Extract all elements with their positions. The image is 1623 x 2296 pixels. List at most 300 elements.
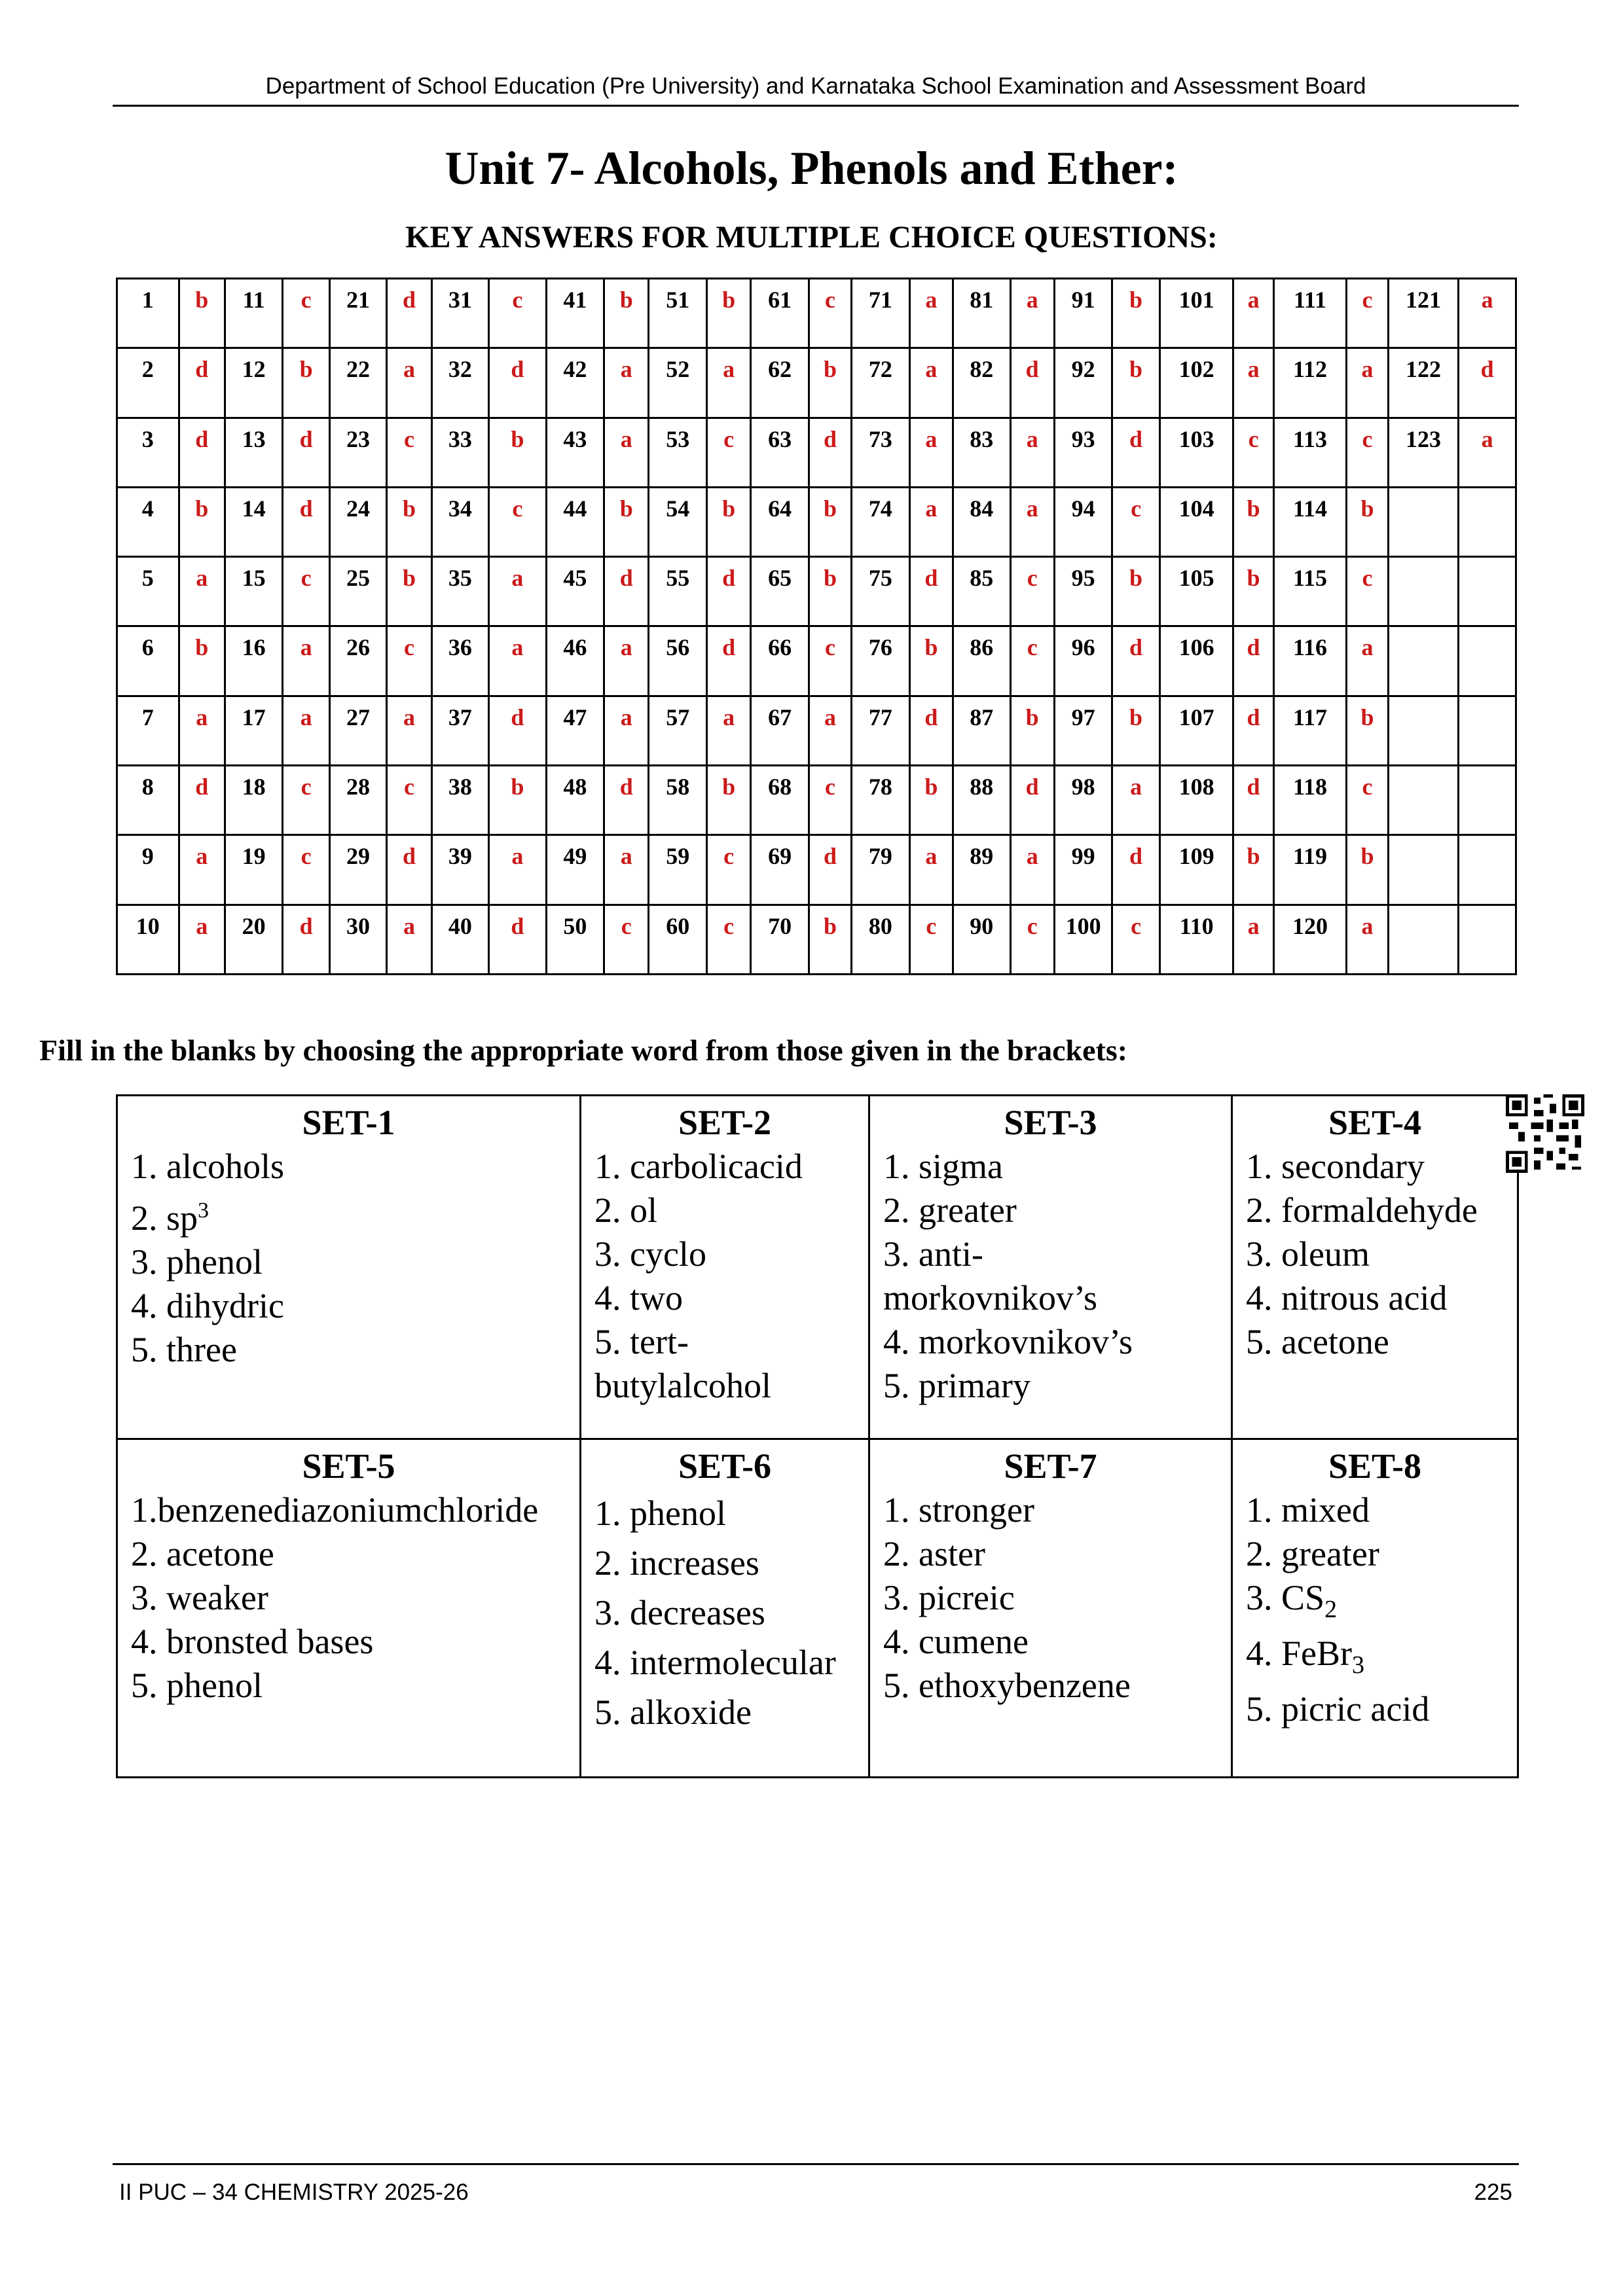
answer-letter: c bbox=[706, 905, 750, 974]
question-number: 78 bbox=[852, 766, 909, 835]
answer-letter: d bbox=[387, 835, 431, 905]
answer-letter bbox=[1459, 835, 1516, 905]
answer-letter: a bbox=[909, 279, 953, 348]
question-number: 7 bbox=[117, 696, 179, 765]
question-number: 70 bbox=[751, 905, 809, 974]
question-number: 43 bbox=[546, 418, 604, 487]
question-number: 30 bbox=[329, 905, 386, 974]
answer-letter: d bbox=[706, 557, 750, 626]
set-2-cell bbox=[581, 1096, 869, 1439]
set-1-item-3: 3. phenol bbox=[131, 1242, 263, 1282]
question-number: 44 bbox=[546, 487, 604, 556]
set-7-item-2: 2. aster bbox=[883, 1534, 985, 1573]
question-number: 41 bbox=[546, 279, 604, 348]
question-number bbox=[1388, 835, 1459, 905]
answer-letter: a bbox=[489, 835, 546, 905]
page-title: Unit 7- Alcohols, Phenols and Ether: bbox=[445, 142, 1178, 194]
set-7-cell bbox=[869, 1439, 1232, 1778]
set-5-item-2: 2. acetone bbox=[131, 1534, 274, 1573]
question-number: 17 bbox=[225, 696, 282, 765]
answer-letter: d bbox=[604, 557, 649, 626]
set-5-item-5: 5. phenol bbox=[131, 1666, 263, 1705]
answer-letter: c bbox=[387, 418, 431, 487]
answer-letter: b bbox=[909, 766, 953, 835]
answer-letter: b bbox=[809, 487, 851, 556]
answer-letter: a bbox=[179, 696, 225, 765]
question-number: 75 bbox=[852, 557, 909, 626]
answer-letter: b bbox=[1010, 696, 1054, 765]
answer-key-row bbox=[117, 557, 1516, 626]
answer-letter: d bbox=[283, 905, 329, 974]
question-number: 99 bbox=[1054, 835, 1112, 905]
answer-letter: a bbox=[706, 696, 750, 765]
answer-letter: c bbox=[489, 279, 546, 348]
question-number: 35 bbox=[431, 557, 488, 626]
question-number: 32 bbox=[431, 348, 488, 418]
question-number: 69 bbox=[751, 835, 809, 905]
set-8-item-5: 5. picric acid bbox=[1246, 1689, 1430, 1729]
question-number: 114 bbox=[1273, 487, 1347, 556]
answer-letter: c bbox=[1347, 418, 1388, 487]
answer-key-row bbox=[117, 487, 1516, 556]
answer-letter: d bbox=[1233, 696, 1273, 765]
answer-letter: b bbox=[1347, 696, 1388, 765]
set-6-cell bbox=[581, 1439, 869, 1778]
question-number: 98 bbox=[1054, 766, 1112, 835]
answer-key-row bbox=[117, 766, 1516, 835]
answer-letter: b bbox=[179, 279, 225, 348]
answer-letter: b bbox=[604, 487, 649, 556]
set-5-item-4: 4. bronsted bases bbox=[131, 1622, 374, 1661]
answer-letter: c bbox=[809, 279, 851, 348]
question-number: 77 bbox=[852, 696, 909, 765]
question-number: 38 bbox=[431, 766, 488, 835]
question-number bbox=[1388, 905, 1459, 974]
question-number: 86 bbox=[953, 626, 1010, 696]
answer-key-row bbox=[117, 626, 1516, 696]
question-number: 48 bbox=[546, 766, 604, 835]
question-number: 66 bbox=[751, 626, 809, 696]
question-number: 47 bbox=[546, 696, 604, 765]
question-number: 91 bbox=[1054, 279, 1112, 348]
question-number: 117 bbox=[1273, 696, 1347, 765]
question-number: 108 bbox=[1159, 766, 1233, 835]
set-4-cell bbox=[1232, 1096, 1518, 1439]
answer-letter: d bbox=[809, 418, 851, 487]
answer-letter: b bbox=[489, 766, 546, 835]
question-number: 82 bbox=[953, 348, 1010, 418]
answer-letter: a bbox=[909, 487, 953, 556]
answer-letter: d bbox=[1233, 766, 1273, 835]
question-number: 71 bbox=[852, 279, 909, 348]
question-number: 88 bbox=[953, 766, 1010, 835]
question-number: 56 bbox=[649, 626, 706, 696]
answer-letter: a bbox=[387, 696, 431, 765]
set-8-item-1: 1. mixed bbox=[1246, 1490, 1370, 1530]
answer-letter: a bbox=[604, 835, 649, 905]
question-number: 62 bbox=[751, 348, 809, 418]
answer-letter: b bbox=[706, 279, 750, 348]
answer-letter: d bbox=[1233, 626, 1273, 696]
answer-letter: a bbox=[604, 626, 649, 696]
answer-letter: a bbox=[1233, 905, 1273, 974]
question-number: 21 bbox=[329, 279, 386, 348]
question-number: 24 bbox=[329, 487, 386, 556]
answer-letter: a bbox=[387, 905, 431, 974]
set-1-cell bbox=[117, 1096, 581, 1439]
answer-letter: d bbox=[179, 766, 225, 835]
question-number: 87 bbox=[953, 696, 1010, 765]
answer-letter: b bbox=[1112, 348, 1159, 418]
set-7-item-4: 4. cumene bbox=[883, 1622, 1029, 1661]
answer-letter: d bbox=[387, 279, 431, 348]
set-5-item-3: 3. weaker bbox=[131, 1578, 268, 1617]
section-subtitle: KEY ANSWERS FOR MULTIPLE CHOICE QUESTIONS: bbox=[405, 220, 1218, 255]
answer-letter: c bbox=[1010, 626, 1054, 696]
question-number: 29 bbox=[329, 835, 386, 905]
question-number: 28 bbox=[329, 766, 386, 835]
set-2-item-2: 2. ol bbox=[594, 1191, 658, 1230]
answer-letter: b bbox=[179, 626, 225, 696]
answer-letter: b bbox=[489, 418, 546, 487]
question-number: 121 bbox=[1388, 279, 1459, 348]
question-number: 14 bbox=[225, 487, 282, 556]
question-number: 54 bbox=[649, 487, 706, 556]
answer-letter: d bbox=[1112, 835, 1159, 905]
answer-key-row bbox=[117, 348, 1516, 418]
question-number bbox=[1388, 626, 1459, 696]
set-1-title: SET-1 bbox=[302, 1103, 395, 1142]
set-6-item-2: 2. increases bbox=[594, 1543, 759, 1583]
answer-letter: a bbox=[179, 557, 225, 626]
question-number: 6 bbox=[117, 626, 179, 696]
question-number: 19 bbox=[225, 835, 282, 905]
set-8-item-2: 2. greater bbox=[1246, 1534, 1379, 1573]
answer-letter: c bbox=[809, 626, 851, 696]
footer-course-label: II PUC – 34 CHEMISTRY 2025-26 bbox=[119, 2179, 469, 2205]
answer-letter: d bbox=[283, 487, 329, 556]
page-header: Department of School Education (Pre University) and Karnataka School Examination and Assessment Board bbox=[113, 68, 1519, 107]
answer-letter bbox=[1459, 626, 1516, 696]
set-4-item-4: 4. nitrous acid bbox=[1246, 1278, 1448, 1318]
question-number: 118 bbox=[1273, 766, 1347, 835]
answer-letter: b bbox=[706, 487, 750, 556]
question-number: 111 bbox=[1273, 279, 1347, 348]
answer-letter: c bbox=[387, 626, 431, 696]
question-number: 58 bbox=[649, 766, 706, 835]
set-3-item-2: 2. greater bbox=[883, 1191, 1017, 1230]
question-number: 100 bbox=[1054, 905, 1112, 974]
answer-letter: a bbox=[604, 348, 649, 418]
answer-letter: a bbox=[179, 835, 225, 905]
answer-letter: a bbox=[909, 348, 953, 418]
question-number: 95 bbox=[1054, 557, 1112, 626]
question-number: 9 bbox=[117, 835, 179, 905]
answer-letter: a bbox=[489, 626, 546, 696]
answer-letter: b bbox=[604, 279, 649, 348]
answer-letter: b bbox=[1347, 835, 1388, 905]
question-number: 110 bbox=[1159, 905, 1233, 974]
question-number: 101 bbox=[1159, 279, 1233, 348]
question-number bbox=[1388, 557, 1459, 626]
set-6-item-1: 1. phenol bbox=[594, 1494, 726, 1533]
answer-letter: c bbox=[1010, 557, 1054, 626]
question-number: 102 bbox=[1159, 348, 1233, 418]
question-number: 1 bbox=[117, 279, 179, 348]
question-number: 76 bbox=[852, 626, 909, 696]
set-6-item-3: 3. decreases bbox=[594, 1593, 765, 1632]
question-number: 53 bbox=[649, 418, 706, 487]
question-number: 103 bbox=[1159, 418, 1233, 487]
question-number: 61 bbox=[751, 279, 809, 348]
answer-letter: c bbox=[604, 905, 649, 974]
answer-letter: b bbox=[809, 557, 851, 626]
answer-letter: c bbox=[283, 766, 329, 835]
set-7-item-3: 3. picreic bbox=[883, 1578, 1015, 1617]
answer-letter: a bbox=[179, 905, 225, 974]
set-1-item-4: 4. dihydric bbox=[131, 1286, 284, 1325]
question-number: 13 bbox=[225, 418, 282, 487]
question-number: 2 bbox=[117, 348, 179, 418]
set-3-cell bbox=[869, 1096, 1232, 1439]
fill-blanks-heading: Fill in the blanks by choosing the appropriate word from those given in the brackets: bbox=[39, 1033, 1128, 1067]
answer-key-row bbox=[117, 279, 1516, 348]
question-number: 122 bbox=[1388, 348, 1459, 418]
question-number: 40 bbox=[431, 905, 488, 974]
set-1-item-1: 1. alcohols bbox=[131, 1147, 284, 1186]
set-7-item-1: 1. stronger bbox=[883, 1490, 1034, 1530]
set-5-title: SET-5 bbox=[302, 1446, 395, 1486]
answer-letter: c bbox=[283, 279, 329, 348]
answer-letter bbox=[1459, 557, 1516, 626]
answer-letter: d bbox=[1459, 348, 1516, 418]
question-number: 42 bbox=[546, 348, 604, 418]
page-footer bbox=[113, 2163, 1519, 2205]
question-number: 57 bbox=[649, 696, 706, 765]
answer-letter: a bbox=[1010, 418, 1054, 487]
question-number: 5 bbox=[117, 557, 179, 626]
question-number: 104 bbox=[1159, 487, 1233, 556]
set-3-item-3a: 3. anti- bbox=[883, 1234, 983, 1274]
question-number: 36 bbox=[431, 626, 488, 696]
answer-letter: b bbox=[1347, 487, 1388, 556]
set-6-item-4: 4. intermolecular bbox=[594, 1643, 836, 1682]
set-1-item-5: 5. three bbox=[131, 1330, 237, 1369]
question-number: 16 bbox=[225, 626, 282, 696]
qr-code-icon bbox=[1506, 1094, 1584, 1173]
question-number: 120 bbox=[1273, 905, 1347, 974]
answer-letter: d bbox=[1010, 348, 1054, 418]
answer-letter: c bbox=[809, 766, 851, 835]
set-4-item-3: 3. oleum bbox=[1246, 1234, 1370, 1274]
question-number: 59 bbox=[649, 835, 706, 905]
question-number: 25 bbox=[329, 557, 386, 626]
question-number: 72 bbox=[852, 348, 909, 418]
set-2-item-4: 4. two bbox=[594, 1278, 683, 1318]
question-number: 10 bbox=[117, 905, 179, 974]
set-2-item-3: 3. cyclo bbox=[594, 1234, 706, 1274]
answer-letter bbox=[1459, 766, 1516, 835]
answer-letter: b bbox=[1112, 557, 1159, 626]
answer-letter: d bbox=[283, 418, 329, 487]
answer-letter: b bbox=[809, 348, 851, 418]
answer-letter: d bbox=[489, 905, 546, 974]
question-number: 92 bbox=[1054, 348, 1112, 418]
answer-letter: c bbox=[283, 557, 329, 626]
answer-letter: b bbox=[809, 905, 851, 974]
question-number: 39 bbox=[431, 835, 488, 905]
question-number: 96 bbox=[1054, 626, 1112, 696]
question-number: 65 bbox=[751, 557, 809, 626]
question-number: 112 bbox=[1273, 348, 1347, 418]
answer-letter bbox=[1459, 487, 1516, 556]
answer-letter: b bbox=[387, 557, 431, 626]
answer-letter: b bbox=[1233, 487, 1273, 556]
set-2-item-5a: 5. tert- bbox=[594, 1322, 689, 1361]
question-number: 68 bbox=[751, 766, 809, 835]
question-number: 109 bbox=[1159, 835, 1233, 905]
answer-letter: d bbox=[179, 348, 225, 418]
set-3-item-5: 5. primary bbox=[883, 1366, 1030, 1405]
set-4-item-5: 5. acetone bbox=[1246, 1322, 1389, 1361]
set-5-item-1: 1.benzenediazoniumchloride bbox=[131, 1490, 539, 1530]
question-number: 33 bbox=[431, 418, 488, 487]
answer-letter: b bbox=[909, 626, 953, 696]
question-number: 81 bbox=[953, 279, 1010, 348]
fill-blanks-sets-table bbox=[116, 1094, 1519, 1778]
answer-letter: d bbox=[489, 696, 546, 765]
set-1-item-2: 2. $sp^3$ bbox=[131, 1198, 210, 1238]
answer-letter: c bbox=[1112, 905, 1159, 974]
question-number: 51 bbox=[649, 279, 706, 348]
answer-letter: d bbox=[809, 835, 851, 905]
question-number: 49 bbox=[546, 835, 604, 905]
question-number: 18 bbox=[225, 766, 282, 835]
question-number: 89 bbox=[953, 835, 1010, 905]
question-number: 80 bbox=[852, 905, 909, 974]
question-number: 84 bbox=[953, 487, 1010, 556]
question-number: 15 bbox=[225, 557, 282, 626]
answer-letter: c bbox=[1347, 766, 1388, 835]
question-number: 20 bbox=[225, 905, 282, 974]
set-6-item-5: 5. alkoxide bbox=[594, 1693, 752, 1732]
answer-letter: a bbox=[706, 348, 750, 418]
answer-key-table bbox=[116, 278, 1517, 975]
answer-key-row bbox=[117, 696, 1516, 765]
answer-letter: a bbox=[283, 696, 329, 765]
question-number: 63 bbox=[751, 418, 809, 487]
question-number: 45 bbox=[546, 557, 604, 626]
answer-letter: a bbox=[604, 418, 649, 487]
set-3-item-4: 4. morkovnikov’s bbox=[883, 1322, 1133, 1361]
question-number: 94 bbox=[1054, 487, 1112, 556]
answer-letter: b bbox=[179, 487, 225, 556]
question-number: 116 bbox=[1273, 626, 1347, 696]
set-7-title: SET-7 bbox=[1004, 1446, 1097, 1486]
answer-letter: c bbox=[387, 766, 431, 835]
set-8-item-4: 4. FeBr$_3$ bbox=[1246, 1633, 1364, 1679]
page-number: 225 bbox=[1474, 2179, 1512, 2205]
answer-letter: c bbox=[489, 487, 546, 556]
question-number bbox=[1388, 696, 1459, 765]
question-number: 119 bbox=[1273, 835, 1347, 905]
answer-letter: a bbox=[1459, 279, 1516, 348]
question-number bbox=[1388, 487, 1459, 556]
question-number bbox=[1388, 766, 1459, 835]
answer-letter: a bbox=[1347, 626, 1388, 696]
question-number: 90 bbox=[953, 905, 1010, 974]
answer-letter: d bbox=[604, 766, 649, 835]
question-number: 8 bbox=[117, 766, 179, 835]
answer-letter: b bbox=[283, 348, 329, 418]
question-number: 105 bbox=[1159, 557, 1233, 626]
question-number: 34 bbox=[431, 487, 488, 556]
set-8-item-3: 3. $CS_2$ bbox=[1246, 1578, 1338, 1623]
answer-letter: a bbox=[1347, 348, 1388, 418]
question-number: 55 bbox=[649, 557, 706, 626]
answer-letter: a bbox=[1347, 905, 1388, 974]
question-number: 115 bbox=[1273, 557, 1347, 626]
answer-letter: d bbox=[909, 557, 953, 626]
answer-letter: b bbox=[706, 766, 750, 835]
answer-letter: d bbox=[489, 348, 546, 418]
answer-letter: a bbox=[1459, 418, 1516, 487]
question-number: 46 bbox=[546, 626, 604, 696]
answer-letter: a bbox=[283, 626, 329, 696]
question-number: 3 bbox=[117, 418, 179, 487]
answer-letter: a bbox=[387, 348, 431, 418]
answer-letter: b bbox=[1112, 696, 1159, 765]
set-6-title: SET-6 bbox=[678, 1446, 772, 1486]
question-number: 107 bbox=[1159, 696, 1233, 765]
question-number: 64 bbox=[751, 487, 809, 556]
answer-letter bbox=[1459, 905, 1516, 974]
answer-letter: c bbox=[283, 835, 329, 905]
answer-letter bbox=[1459, 696, 1516, 765]
answer-letter: c bbox=[1112, 487, 1159, 556]
set-3-item-1: 1. sigma bbox=[883, 1147, 1003, 1186]
answer-letter: d bbox=[706, 626, 750, 696]
set-4-item-2: 2. formaldehyde bbox=[1246, 1191, 1478, 1230]
answer-letter: b bbox=[1233, 835, 1273, 905]
set-2-title: SET-2 bbox=[678, 1103, 772, 1142]
set-4-item-1: 1. secondary bbox=[1246, 1147, 1425, 1186]
answer-letter: a bbox=[489, 557, 546, 626]
answer-letter: c bbox=[706, 418, 750, 487]
question-number: 11 bbox=[225, 279, 282, 348]
answer-key-row bbox=[117, 905, 1516, 974]
question-number: 50 bbox=[546, 905, 604, 974]
question-number: 83 bbox=[953, 418, 1010, 487]
answer-letter: c bbox=[1233, 418, 1273, 487]
answer-letter: c bbox=[909, 905, 953, 974]
answer-letter: b bbox=[1112, 279, 1159, 348]
question-number: 85 bbox=[953, 557, 1010, 626]
answer-letter: a bbox=[1112, 766, 1159, 835]
question-number: 113 bbox=[1273, 418, 1347, 487]
question-number: 23 bbox=[329, 418, 386, 487]
set-8-cell bbox=[1232, 1439, 1518, 1778]
answer-letter: d bbox=[179, 418, 225, 487]
question-number: 93 bbox=[1054, 418, 1112, 487]
question-number: 12 bbox=[225, 348, 282, 418]
answer-letter: c bbox=[1347, 279, 1388, 348]
question-number: 4 bbox=[117, 487, 179, 556]
set-5-cell bbox=[117, 1439, 581, 1778]
question-number: 27 bbox=[329, 696, 386, 765]
question-number: 26 bbox=[329, 626, 386, 696]
set-3-title: SET-3 bbox=[1004, 1103, 1097, 1142]
